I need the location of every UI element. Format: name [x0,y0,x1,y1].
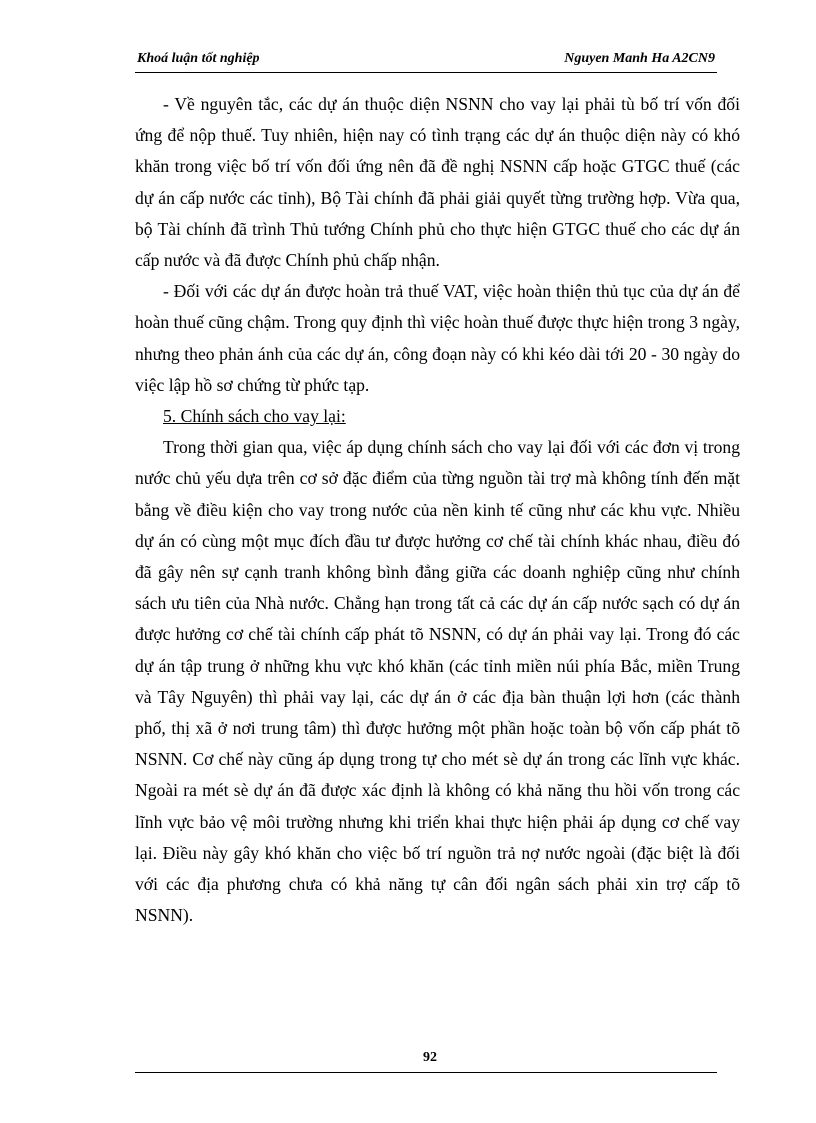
header-author: Nguyen Manh Ha A2CN9 [564,51,715,66]
document-body [135,89,740,931]
page-number: 92 [423,1050,437,1065]
paragraph-relending-policy: Trong thời gian qua, việc áp dụng chính sách cho vay lại đối với các đơn vị trong nước chủ yếu dựa trên cơ sở đặc điểm của từng nguồn tài trợ mà không tính đến mặt bằng về điều kiện cho vay trong nước của nền kinh tế cũng như các khu vực. Nhiều dự án có cùng một mục đích đầu tư được hưởng cơ chế tài chính khác nhau, điều đó đã gây nên sự cạnh tranh không bình đẳng giữa các doanh nghiệp cũng như chính sách ưu tiên của Nhà nước. Chẳng hạn trong tất cả các dự án cấp nước sạch có dự án được hưởng cơ chế tài chính cấp phát tõ NSNN, có dự án phải vay lại. Trong đó các dự án tập trung ở những khu vực khó khăn (các tỉnh miền núi phía Bắc, miền Trung và Tây Nguyên) thì phải vay lại, các dự án ở các địa bàn thuận lợi hơn (các thành phố, thị xã ở nơi trung tâm) thì được hưởng một phần hoặc toàn bộ vốn cấp phát tõ NSNN. Cơ chế này cũng áp dụng trong tự cho mét sè dự án trong các lĩnh vực khác. Ngoài ra mét sè dự án đã được xác định là không có khả năng thu hồi vốn trong các lĩnh vực bảo vệ môi trường nhưng khi triển khai thực hiện phải áp dụng cơ chế vay lại. Điều này gây khó khăn cho việc bố trí nguồn trả nợ nước ngoài (đặc biệt là đối với các địa phương chưa có khả năng tự cân đối ngân sách phải xin trợ cấp tõ NSNN). [135,437,740,926]
header-title: Khoá luận tốt nghiệp [137,51,260,66]
section-heading-text: 5. Chính sách cho vay lại: [163,406,346,427]
section-heading [135,401,740,432]
footer-rule [135,1072,717,1073]
paragraph-tax-counterpart: - Về nguyên tắc, các dự án thuộc diện NSNN cho vay lại phải tù bố trí vốn đối ứng để nộp thuế. Tuy nhiên, hiện nay có tình trạng các dự án thuộc diện này có khó khăn trong việc bố trí vốn đối ứng nên đã đề nghị NSNN cấp hoặc GTGC thuế (các dự án cấp nước các tỉnh), Bộ Tài chính đã phải giải quyết từng trường hợp. Vừa qua, bộ Tài chính đã trình Thủ tướng Chính phủ cho thực hiện GTGC thuế cho các dự án cấp nước và đã được Chính phủ chấp nhận. [135,94,740,271]
page-header [135,48,717,73]
paragraph-vat-refund: - Đối với các dự án được hoàn trả thuế VAT, việc hoàn thiện thủ tục của dự án để hoàn thuế cũng chậm. Trong quy định thì việc hoàn thuế được thực hiện trong 3 ngày, nhưng theo phản ánh của các dự án, công đoạn này có khi kéo dài tới 20 - 30 ngày do việc lập hồ sơ chứng từ phức tạp. [135,281,740,395]
